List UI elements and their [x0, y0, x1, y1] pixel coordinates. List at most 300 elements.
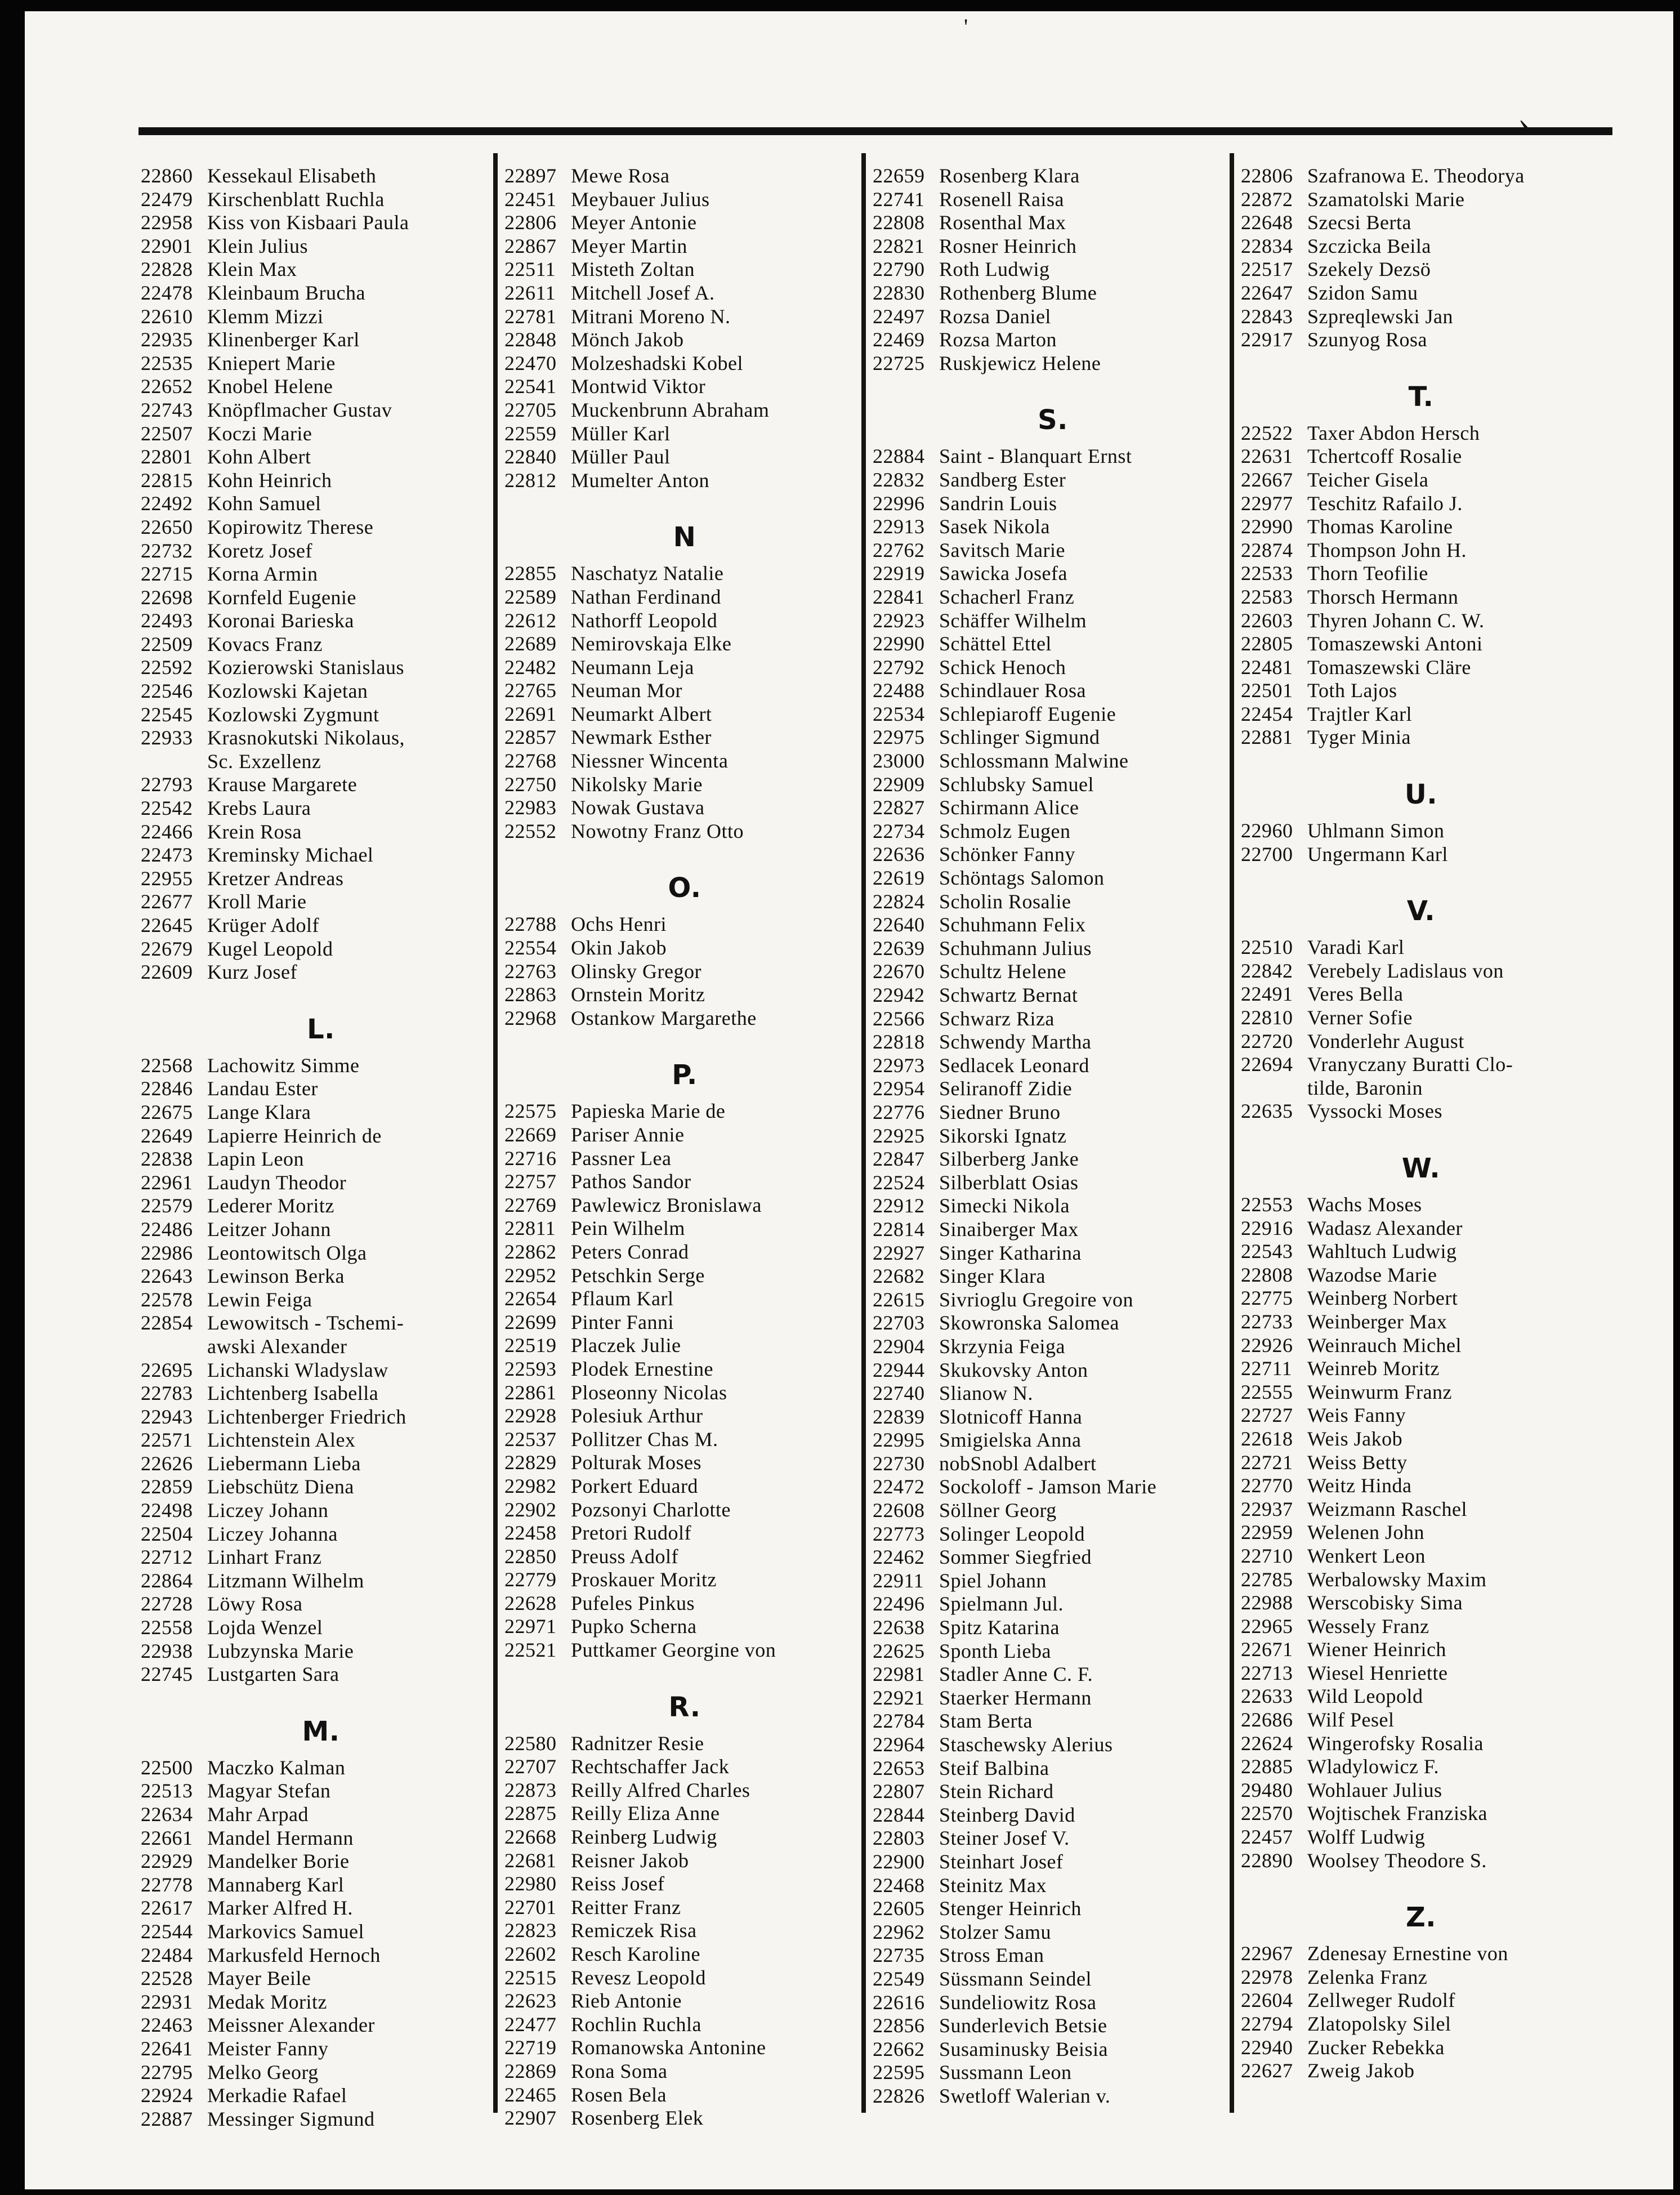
list-item	[873, 164, 1233, 188]
list-item	[141, 890, 501, 914]
list-item	[141, 726, 501, 750]
entry-name: Sommer Siegfried	[939, 1546, 1092, 1569]
entry-name: Schmolz Eugen	[939, 819, 1071, 842]
list-item	[873, 890, 1233, 914]
list-item	[873, 913, 1233, 937]
entry-name: Wiener Heinrich	[1307, 1638, 1446, 1661]
entry-name: Wiesel Henriette	[1307, 1661, 1448, 1684]
list-item	[873, 1499, 1233, 1523]
entry-name: Lichtenberg Isabella	[207, 1382, 379, 1405]
entry-name: Kugel Leopold	[207, 937, 333, 960]
entry-name: Kovacs Franz	[207, 632, 323, 655]
section-heading: O.	[668, 872, 702, 904]
list-item	[873, 843, 1233, 867]
list-item	[504, 913, 865, 936]
entry-name: Wild Leopold	[1307, 1685, 1423, 1708]
entry-name: Niessner Wincenta	[571, 749, 729, 773]
entry-number: 22763	[504, 960, 557, 983]
entry-name: Reisner Jakob	[571, 1849, 689, 1872]
entry-number: 22677	[141, 890, 193, 913]
entry-name: Koretz Josef	[207, 539, 312, 562]
entry-number: 22768	[504, 749, 557, 773]
entry-name: Mannaberg Karl	[207, 1873, 345, 1896]
entry-number: 22468	[873, 1873, 925, 1897]
entry-name: Weis Fanny	[1307, 1404, 1406, 1427]
entry-number: 22570	[1241, 1802, 1293, 1825]
entry-name: Veres Bella	[1307, 983, 1404, 1006]
entry-name: Knobel Helene	[207, 375, 333, 398]
entry-name: Nathan Ferdinand	[571, 585, 721, 608]
entry-number: 22482	[504, 655, 557, 679]
entry-name: Krüger Adolf	[207, 914, 319, 936]
entry-name: Pollitzer Chas M.	[571, 1427, 718, 1451]
entry-number: 22720	[1241, 1029, 1293, 1052]
entry-number: 22968	[504, 1006, 557, 1029]
list-item	[141, 914, 501, 938]
entry-name: Susaminusky Beisia	[939, 2037, 1109, 2060]
entry-name: Skrzynia Feiga	[939, 1335, 1065, 1358]
entry-name: Lichtenberger Friedrich	[207, 1405, 406, 1428]
entry-name: Korna Armin	[207, 563, 318, 586]
list-item	[504, 2036, 865, 2060]
entry-number: 22792	[873, 655, 925, 679]
entry-name: Wingerofsky Rosalia	[1307, 1732, 1484, 1755]
list-item	[873, 1827, 1233, 1850]
entry-number: 22832	[873, 468, 925, 491]
entry-name: awski Alexander	[207, 1335, 347, 1358]
entry-number: 22604	[1241, 1989, 1293, 2012]
entry-number: 22589	[504, 585, 557, 608]
entry-name: Neumarkt Albert	[571, 702, 712, 725]
entry-name: Toth Lajos	[1307, 679, 1397, 702]
entry-name: Weizmann Raschel	[1307, 1497, 1467, 1520]
list-item	[141, 1148, 501, 1171]
entry-name: Misteth Zoltan	[571, 258, 695, 281]
entry-number: 22848	[504, 328, 557, 351]
entry-name: Spiel Johann	[939, 1569, 1047, 1592]
entry-number: 22995	[873, 1429, 925, 1452]
list-item	[873, 960, 1233, 984]
entry-number: 22466	[141, 820, 193, 843]
list-item	[1241, 1006, 1601, 1030]
entry-name: Neumann Leja	[571, 655, 694, 679]
list-item	[141, 1242, 501, 1265]
entry-name: Markusfeld Hernoch	[207, 1943, 381, 1966]
list-item	[141, 820, 501, 844]
entry-number: 22926	[1241, 1333, 1293, 1357]
entry-number: 22624	[1241, 1732, 1293, 1755]
column-2	[504, 164, 865, 2130]
list-item	[873, 352, 1233, 376]
list-item	[1241, 1287, 1601, 1310]
entry-number: 22928	[504, 1404, 557, 1427]
list-item	[1241, 632, 1601, 656]
entry-name: Schuhmann Julius	[939, 936, 1092, 960]
section-heading: M.	[302, 1715, 340, 1747]
list-item	[504, 703, 865, 726]
entry-name: Pufeles Pinkus	[571, 1591, 695, 1614]
entry-name: Vonderlehr August	[1307, 1029, 1464, 1052]
list-item	[141, 1569, 501, 1593]
entry-number: 22838	[141, 1148, 193, 1171]
entry-number: 22770	[1241, 1474, 1293, 1497]
entry-name: Teschitz Rafailo J.	[1307, 492, 1463, 515]
entry-number: 22638	[873, 1616, 925, 1639]
entry-name: Nemirovskaja Elke	[571, 632, 732, 655]
entry-number: 22967	[1241, 1942, 1293, 1965]
entry-number: 22919	[873, 562, 925, 585]
entry-name: Reiss Josef	[571, 1872, 665, 1895]
entry-number: 22860	[141, 164, 193, 187]
entry-name: Szekely Dezsö	[1307, 258, 1431, 281]
entry-number: 22785	[1241, 1568, 1293, 1591]
entry-name: Lange Klara	[207, 1100, 311, 1123]
list-item	[1241, 2059, 1601, 2083]
entry-number: 22549	[873, 1967, 925, 1990]
list-item	[1241, 819, 1601, 843]
list-item	[1241, 1826, 1601, 1849]
entry-number: 22807	[873, 1780, 925, 1803]
list-item	[504, 305, 865, 329]
list-item	[504, 211, 865, 235]
list-item	[504, 1802, 865, 1826]
list-item	[141, 1827, 501, 1850]
entry-number: 22827	[873, 796, 925, 819]
entry-name: Schick Henoch	[939, 655, 1066, 679]
list-item	[504, 1241, 865, 1264]
entry-name: Szunyog Rosa	[1307, 328, 1427, 351]
list-item	[141, 1171, 501, 1195]
entry-name: Steinhart Josef	[939, 1850, 1064, 1873]
entry-number: 22912	[873, 1194, 925, 1217]
entry-name: Werbalowsky Maxim	[1307, 1568, 1487, 1591]
entry-name: Wenkert Leon	[1307, 1544, 1426, 1567]
list-item	[1241, 2036, 1601, 2060]
entry-name: Meister Fanny	[207, 2037, 329, 2060]
list-item	[1241, 1662, 1601, 1685]
entry-number: 22451	[504, 188, 557, 211]
list-item	[504, 258, 865, 282]
entry-number: 22925	[873, 1124, 925, 1147]
list-item	[1241, 1310, 1601, 1334]
entry-number: 22545	[141, 703, 193, 726]
entry-name: Scholin Rosalie	[939, 890, 1071, 913]
entry-number: 22735	[873, 1944, 925, 1967]
list-item	[141, 938, 501, 961]
list-item	[504, 1428, 865, 1452]
entry-name: Kozlowski Zygmunt	[207, 703, 379, 726]
list-item	[141, 1920, 501, 1944]
entry-number: 22707	[504, 1755, 557, 1778]
list-item	[1241, 1708, 1601, 1732]
entry-number: 22793	[141, 773, 193, 796]
entry-number: 22900	[873, 1850, 925, 1873]
entry-number: 22616	[873, 1991, 925, 2014]
list-item	[873, 703, 1233, 726]
entry-name: Mitchell Josef A.	[571, 281, 715, 304]
entry-name: Sandberg Ester	[939, 468, 1066, 491]
entry-name: Schöntags Salomon	[939, 867, 1105, 890]
entry-name: Wladylowicz F.	[1307, 1755, 1440, 1778]
list-item	[504, 2084, 865, 2107]
list-item	[1241, 328, 1601, 352]
list-item	[1241, 1849, 1601, 1873]
entry-number: 22740	[873, 1382, 925, 1405]
entry-number: 22978	[1241, 1965, 1293, 1988]
entry-name: Marker Alfred H.	[207, 1897, 353, 1920]
entry-name: Wachs Moses	[1307, 1193, 1422, 1216]
entry-number: 22779	[504, 1568, 557, 1591]
list-item	[141, 1546, 501, 1569]
list-item	[141, 1429, 501, 1452]
entry-number: 22743	[141, 398, 193, 421]
entry-number: 22553	[1241, 1193, 1293, 1216]
entry-number: 22921	[873, 1686, 925, 1709]
entry-number: 22465	[504, 2083, 557, 2106]
entry-number: 22682	[873, 1265, 925, 1288]
entry-name: Woolsey Theodore S.	[1307, 1849, 1487, 1872]
entry-name: Klinenberger Karl	[207, 328, 360, 351]
entry-number: 22931	[141, 1990, 193, 2013]
entry-number: 22472	[873, 1475, 925, 1498]
list-item	[141, 1359, 501, 1382]
entry-name: Szecsi Berta	[1307, 211, 1411, 234]
section-heading: U.	[1404, 779, 1438, 811]
entry-number: 22603	[1241, 609, 1293, 632]
list-item	[141, 1663, 501, 1687]
entry-number: 22488	[873, 679, 925, 702]
list-item	[504, 1896, 865, 1920]
entry-name: Sundeliowitz Rosa	[939, 1991, 1097, 2014]
entry-number: 22507	[141, 422, 193, 445]
entry-name: Litzmann Wilhelm	[207, 1569, 364, 1592]
entry-name: Sinaiberger Max	[939, 1217, 1079, 1241]
entry-name: Resch Karoline	[571, 1943, 700, 1965]
list-item	[1241, 1802, 1601, 1826]
list-item	[1241, 1357, 1601, 1381]
entry-name: Rosenthal Max	[939, 211, 1066, 234]
entry-name: Meyer Martin	[571, 234, 687, 257]
list-item	[141, 1265, 501, 1288]
entry-name: tilde, Baronin	[1307, 1076, 1423, 1099]
entry-name: Swetloff Walerian v.	[939, 2084, 1111, 2107]
list-item	[141, 961, 501, 984]
list-item	[141, 1991, 501, 2014]
list-item	[141, 352, 501, 376]
entry-number: 22805	[1241, 632, 1293, 655]
list-item	[873, 1733, 1233, 1757]
entry-number: 22861	[504, 1381, 557, 1404]
entry-number: 22515	[504, 1966, 557, 1989]
entry-name: Ornstein Moritz	[571, 983, 705, 1006]
entry-number: 22901	[141, 234, 193, 257]
entry-name: Weinreb Moritz	[1307, 1357, 1440, 1380]
entry-number: 22458	[504, 1522, 557, 1545]
list-item	[1241, 211, 1601, 235]
list-item	[873, 539, 1233, 563]
list-item	[873, 1218, 1233, 1242]
list-item	[1241, 1989, 1601, 2013]
entry-name: Reilly Eliza Anne	[571, 1802, 720, 1825]
entry-name: Reinberg Ludwig	[571, 1826, 717, 1849]
list-item	[1241, 960, 1601, 983]
entry-number: 22521	[504, 1639, 557, 1662]
entry-name: Pretori Rudolf	[571, 1522, 691, 1545]
list-item	[141, 750, 501, 774]
list-item	[504, 164, 865, 188]
list-item	[1241, 1685, 1601, 1708]
entry-number: 22558	[141, 1616, 193, 1639]
entry-number: 22940	[1241, 2036, 1293, 2059]
list-item	[873, 1523, 1233, 1546]
list-item	[1241, 609, 1601, 633]
list-item	[141, 539, 501, 563]
entry-number: 22721	[1241, 1451, 1293, 1474]
list-item	[1241, 492, 1601, 516]
list-item	[873, 1475, 1233, 1499]
entry-name: Revesz Leopold	[571, 1966, 706, 1989]
list-item	[873, 1897, 1233, 1921]
entry-number: 22943	[141, 1405, 193, 1428]
entry-name: Markovics Samuel	[207, 1920, 364, 1943]
entry-number: 22959	[1241, 1521, 1293, 1544]
entry-number: 22625	[873, 1639, 925, 1662]
entry-number: 22806	[1241, 164, 1293, 187]
list-item	[1241, 936, 1601, 960]
entry-number: 22535	[141, 351, 193, 374]
entry-name: Okin Jakob	[571, 936, 667, 960]
entry-name: Landau Ester	[207, 1077, 318, 1100]
entry-name: Schwarz Riza	[939, 1007, 1055, 1030]
entry-name: Söllner Georg	[939, 1499, 1057, 1522]
list-item	[1241, 235, 1601, 258]
list-item	[504, 1568, 865, 1592]
entry-number: 22750	[504, 773, 557, 796]
entry-number: 22778	[141, 1873, 193, 1896]
entry-name: Kohn Heinrich	[207, 469, 332, 492]
entry-name: Romanowska Antonine	[571, 2036, 766, 2059]
entry-name: Kozlowski Kajetan	[207, 680, 368, 703]
entry-number: 22983	[504, 796, 557, 819]
entry-number: 22982	[504, 1474, 557, 1497]
entry-name: Leontowitsch Olga	[207, 1241, 367, 1264]
entry-number: 22641	[141, 2037, 193, 2060]
list-item	[1241, 1264, 1601, 1287]
entry-name: Siedner Bruno	[939, 1100, 1061, 1123]
entry-name: Solinger Leopold	[939, 1522, 1085, 1545]
entry-number: 22654	[504, 1287, 557, 1310]
entry-name: Radnitzer Resie	[571, 1732, 704, 1755]
entry-name: Porkert Eduard	[571, 1474, 698, 1497]
list-item	[1241, 1217, 1601, 1241]
list-item	[873, 1359, 1233, 1382]
entry-name: Kniepert Marie	[207, 351, 336, 374]
entry-name: Simecki Nikola	[939, 1194, 1070, 1217]
directory-page	[25, 11, 1673, 2189]
list-item	[873, 492, 1233, 516]
entry-name: Stolzer Samu	[939, 1920, 1051, 1943]
entry-number: 22559	[504, 422, 557, 445]
list-item	[504, 282, 865, 305]
entry-name: Lederer Moritz	[207, 1194, 334, 1217]
list-item	[141, 164, 501, 188]
entry-name: Puttkamer Georgine von	[571, 1639, 776, 1662]
list-item	[1241, 1545, 1601, 1568]
list-item	[873, 282, 1233, 305]
entry-number: 22566	[873, 1007, 925, 1030]
entry-number: 22834	[1241, 234, 1293, 257]
entry-name: Smigielska Anna	[939, 1429, 1082, 1452]
list-item	[1241, 983, 1601, 1006]
entry-name: Liebermann Lieba	[207, 1452, 361, 1475]
list-item	[873, 305, 1233, 329]
entry-number: 22669	[504, 1123, 557, 1146]
entry-number: 22980	[504, 1872, 557, 1895]
list-item	[873, 984, 1233, 1007]
entry-name: Teicher Gisela	[1307, 468, 1429, 491]
entry-number: 22478	[141, 281, 193, 304]
list-item	[873, 1194, 1233, 1218]
entry-number: 22810	[1241, 1006, 1293, 1029]
entry-number: 22645	[141, 914, 193, 936]
list-item	[141, 1335, 501, 1359]
list-item	[1241, 1966, 1601, 1989]
entry-name: Kirschenblatt Ruchla	[207, 188, 385, 211]
entry-number: 22811	[504, 1217, 556, 1240]
list-item	[504, 1779, 865, 1803]
list-item	[1241, 539, 1601, 563]
entry-number: 22686	[1241, 1708, 1293, 1732]
entry-name: Mandel Hermann	[207, 1826, 354, 1849]
entry-number: 22855	[504, 562, 557, 585]
entry-number: 22493	[141, 609, 193, 632]
list-item	[1241, 258, 1601, 282]
list-item	[873, 632, 1233, 656]
entry-number: 22927	[873, 1241, 925, 1264]
entry-number: 22457	[1241, 1826, 1293, 1849]
entry-name: Steinberg David	[939, 1803, 1075, 1826]
column-1	[141, 164, 501, 2131]
entry-name: Pariser Annie	[571, 1123, 685, 1146]
list-item	[141, 1194, 501, 1218]
entry-name: Schirmann Alice	[939, 796, 1079, 819]
entry-name: Proskauer Moritz	[571, 1568, 717, 1591]
entry-number: 22808	[1241, 1263, 1293, 1286]
list-item	[1241, 1404, 1601, 1427]
entry-name: Passner Lea	[571, 1146, 672, 1170]
list-item	[1241, 726, 1601, 749]
list-item	[504, 1007, 865, 1030]
entry-name: Kurz Josef	[207, 961, 297, 984]
list-item	[504, 656, 865, 680]
entry-number: 22803	[873, 1827, 925, 1850]
entry-number: 22612	[504, 609, 557, 632]
entry-name: Stross Eman	[939, 1944, 1044, 1967]
entry-number: 22711	[1241, 1357, 1293, 1380]
entry-number: 22965	[1241, 1614, 1293, 1638]
entry-name: Wilf Pesel	[1307, 1708, 1395, 1732]
entry-name: Stam Berta	[939, 1710, 1033, 1733]
entry-number: 22815	[141, 469, 193, 492]
entry-number: 22528	[141, 1967, 193, 1990]
list-item	[1241, 282, 1601, 305]
entry-number: 22962	[873, 1920, 925, 1943]
list-item	[1241, 1381, 1601, 1404]
section-heading: L.	[307, 1013, 335, 1045]
list-item	[504, 1966, 865, 1990]
list-item	[141, 305, 501, 329]
entry-number: 22732	[141, 539, 193, 562]
